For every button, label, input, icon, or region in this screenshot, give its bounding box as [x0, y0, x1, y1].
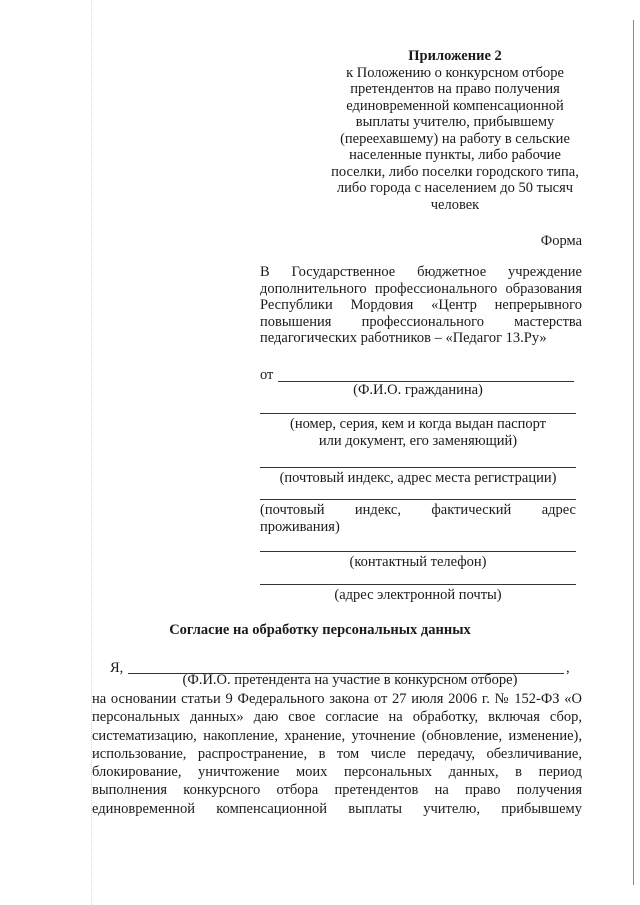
registration-input-line[interactable]: [260, 467, 576, 468]
phone-caption: (контактный телефон): [349, 554, 487, 570]
ya-comma: ,: [566, 660, 570, 676]
phone-input-line[interactable]: [260, 551, 576, 552]
passport-input-line[interactable]: [260, 413, 576, 414]
passport-caption: (номер, серия, кем и когда выдан паспорт или документ, его заменяющий): [289, 416, 546, 449]
from-label: от: [260, 367, 274, 383]
appendix-header: [330, 48, 580, 213]
registration-caption: (почтовый индекс, адрес места регистрации): [279, 470, 557, 486]
email-caption: (адрес электронной почты): [334, 587, 502, 603]
consent-title: Согласие на обработку персональных данных: [169, 622, 471, 638]
ya-label: Я,: [110, 660, 124, 676]
form-label: Форма: [540, 233, 582, 249]
appendix-text: к Положению о конкурсном отборе претендентов на право получения единовременной компенсационной выплаты учителю, прибывшему (переехавшему) на работу в сельские населенные пункты, либо рабочие поселки, либо поселки городского типа, либо города с населением до 50 тысяч человек: [331, 64, 579, 213]
consent-body-text: на основании статьи 9 Федерального закона от 27 июля 2006 г. № 152-ФЗ «О персональных данных» даю свое согласие на обработку, включая сбор, систематизацию, накопление, хранение, уточнение (обновление, изменение), использование, распространение, в том числе передачу, обезличивание, блокирование, уничтожение моих персональных данных, в период выполнения конкурсного отбора претендентов на право получения единовременной компенсационной выплаты учителю, прибывшему: [92, 691, 582, 817]
appendix-title: Приложение 2: [408, 48, 502, 64]
residence-caption: (почтовый индекс, фактический адрес проживания): [260, 502, 576, 535]
residence-input-line[interactable]: [260, 499, 576, 500]
applicant-fio-caption: (Ф.И.О. претендента на участие в конкурсном отборе): [182, 672, 518, 688]
email-input-line[interactable]: [260, 584, 576, 585]
addressee-block: В Государственное бюджетное учреждение дополнительного профессионального образования Республики Мордовия «Центр непрерывного повышения профессионального мастерства педагогических работников – «Педагог 13.Ру»: [260, 264, 582, 346]
scan-edge-line: [633, 20, 635, 885]
fio-caption: (Ф.И.О. гражданина): [353, 382, 483, 398]
